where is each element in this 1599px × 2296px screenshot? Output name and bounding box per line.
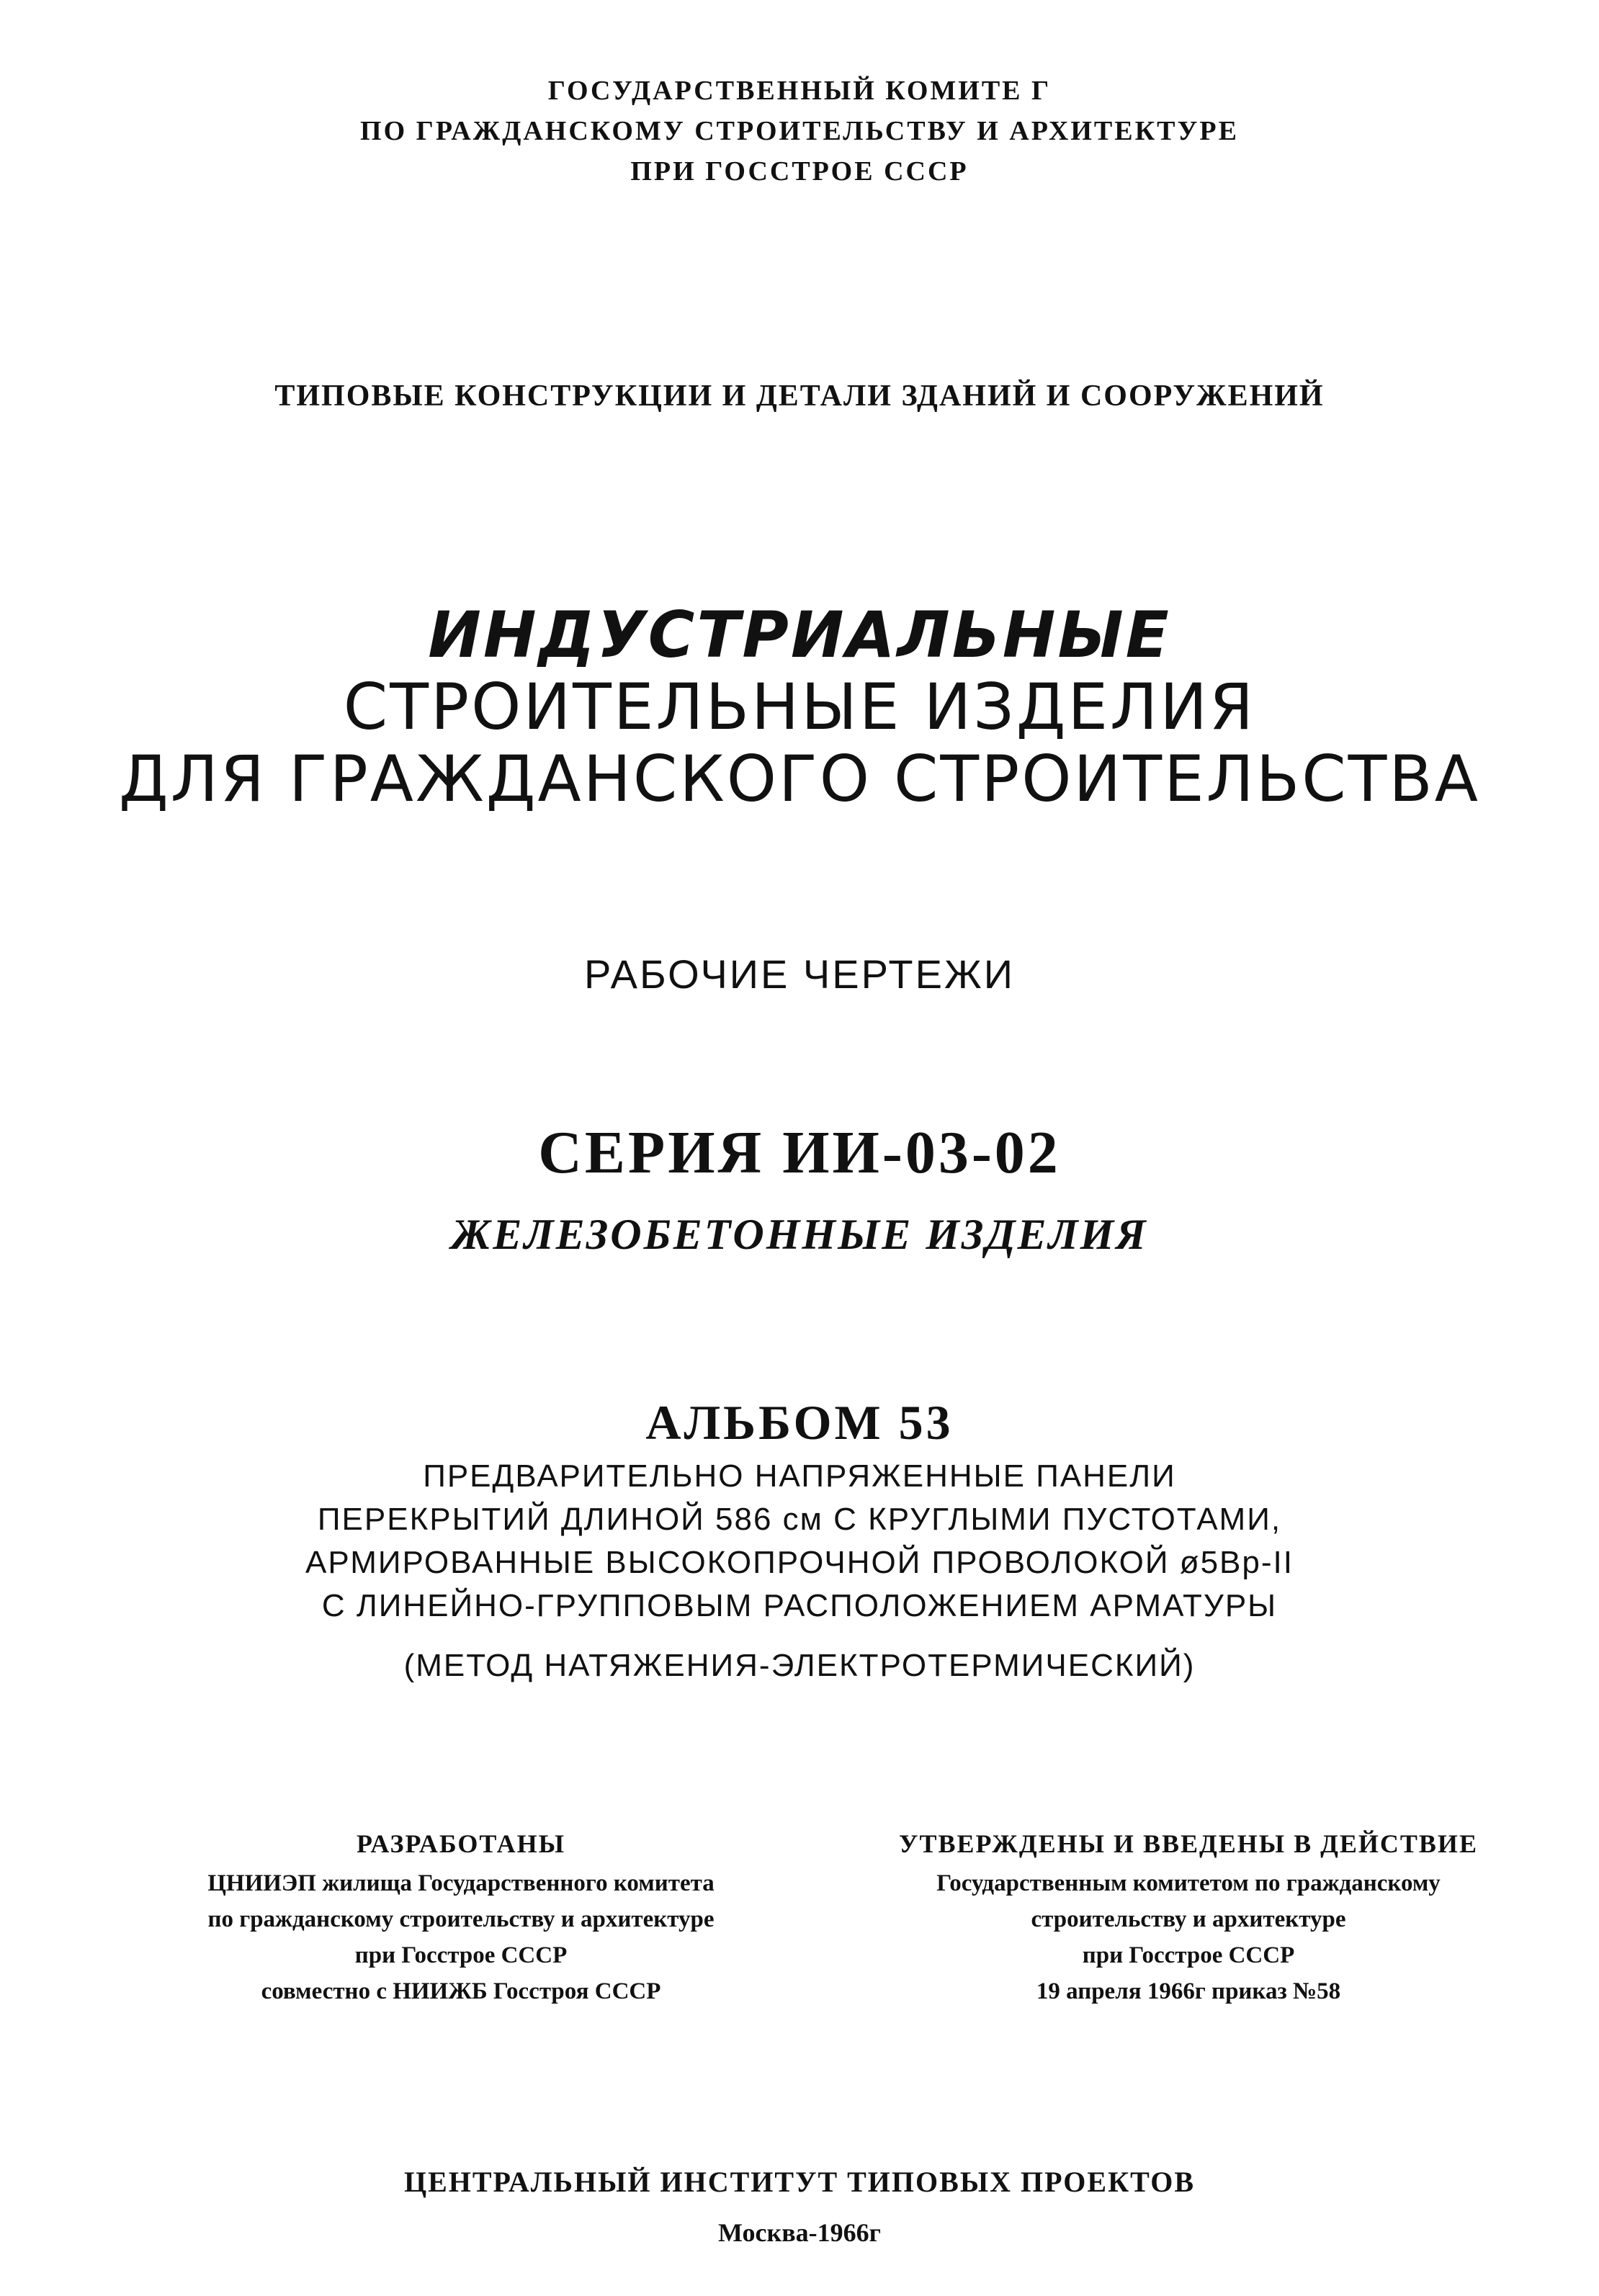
series-heading <box>0 379 1599 413</box>
series-code <box>0 1118 1599 1188</box>
developed-by-column <box>101 1822 821 2009</box>
committee-line: ПРИ ГОССТРОЕ СССР <box>630 156 969 187</box>
publisher-footer <box>0 2153 1599 2254</box>
tension-method: (МЕТОД НАТЯЖЕНИЯ-ЭЛЕКТРОТЕРМИЧЕСКИЙ) <box>403 1648 1196 1683</box>
album-description-line: ПРЕДВАРИТЕЛЬНО НАПРЯЖЕННЫЕ ПАНЕЛИ <box>423 1458 1176 1494</box>
approved-heading: УТВЕРЖДЕНЫ И ВВЕДЕНЫ В ДЕЙСТВИЕ <box>899 1829 1478 1858</box>
approved-line: Государственным комитетом по гражданскому <box>936 1870 1441 1896</box>
publisher-institute: ЦЕНТРАЛЬНЫЙ ИНСТИТУТ ТИПОВЫХ ПРОЕКТОВ <box>403 2166 1196 2198</box>
developed-line: ЦНИИЭП жилища Государственного комитета <box>207 1870 715 1896</box>
publisher-city-year: Москва-1966г <box>717 2218 881 2247</box>
album-description-line: АРМИРОВАННЫЕ ВЫСОКОПРОЧНОЙ ПРОВОЛОКОЙ ø5Вр-II <box>305 1545 1294 1580</box>
approved-by-column <box>828 1822 1549 2009</box>
main-title <box>0 599 1599 815</box>
product-type-text: ЖЕЛЕЗОБЕТОННЫЕ ИЗДЕЛИЯ <box>451 1211 1148 1258</box>
product-type <box>0 1210 1599 1260</box>
album-number: АЛЬБОМ 53 <box>645 1395 954 1450</box>
committee-header <box>0 71 1599 192</box>
developed-line: по гражданскому строительству и архитектуре <box>207 1906 715 1932</box>
series-heading-text: ТИПОВЫЕ КОНСТРУКЦИИ И ДЕТАЛИ ЗДАНИЙ И СООРУЖЕНИЙ <box>274 380 1325 413</box>
working-drawings-text: РАБОЧИЕ ЧЕРТЕЖИ <box>584 951 1015 997</box>
main-title-line: ДЛЯ ГРАЖДАНСКОГО СТРОИТЕЛЬСТВА <box>118 742 1480 816</box>
committee-line: ГОСУДАРСТВЕННЫЙ КОМИТЕ Г <box>547 76 1052 106</box>
developed-heading: РАЗРАБОТАНЫ <box>357 1829 565 1858</box>
committee-line: ПО ГРАЖДАНСКОМУ СТРОИТЕЛЬСТВУ И АРХИТЕКТУРЕ <box>360 116 1239 146</box>
main-title-line: СТРОИТЕЛЬНЫЕ ИЗДЕЛИЯ <box>343 670 1256 744</box>
main-title-line: ИНДУСТРИАЛЬНЫЕ <box>428 598 1171 672</box>
approved-line: 19 апреля 1966г приказ №58 <box>1036 1978 1341 2004</box>
series-code-text: СЕРИЯ ИИ-03-02 <box>538 1119 1061 1186</box>
developed-line: совместно с НИИЖБ Госстроя СССР <box>261 1978 661 2004</box>
approved-line: строительству и архитектуре <box>1031 1906 1346 1932</box>
working-drawings-label <box>0 951 1599 997</box>
approved-line: при Госстрое СССР <box>1082 1942 1295 1968</box>
album-section <box>0 1390 1599 1684</box>
album-description-line: ПЕРЕКРЫТИЙ ДЛИНОЙ 586 см С КРУГЛЫМИ ПУСТОТАМИ, <box>317 1502 1282 1537</box>
developed-line: при Госстрое СССР <box>354 1942 568 1968</box>
album-description-line: С ЛИНЕЙНО-ГРУППОВЫМ РАСПОЛОЖЕНИЕМ АРМАТУРЫ <box>321 1588 1278 1623</box>
